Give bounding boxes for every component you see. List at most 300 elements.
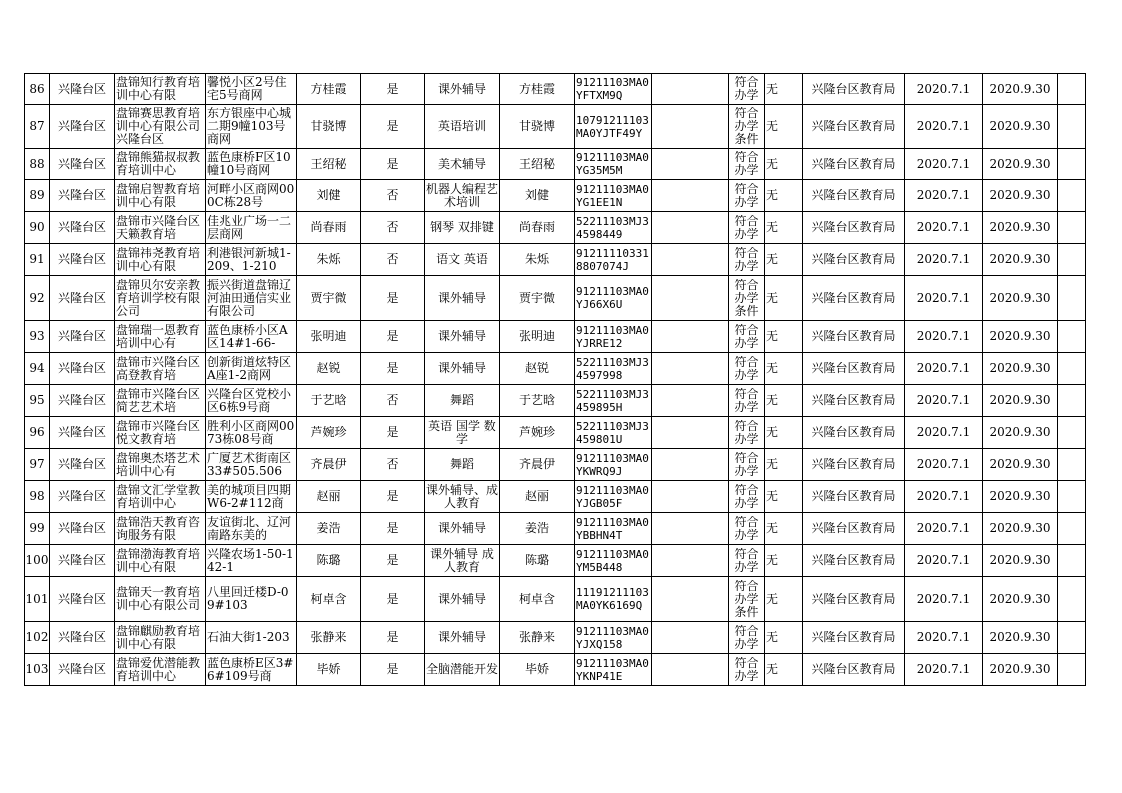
dup-cell bbox=[765, 321, 803, 353]
address-cell-text: 振兴街道盘锦辽河油田通信实业有限公司 bbox=[207, 278, 292, 318]
contact-person-cell bbox=[297, 74, 361, 105]
start-date-cell bbox=[905, 353, 983, 385]
dup-cell bbox=[765, 244, 803, 276]
dup-cell bbox=[765, 577, 803, 622]
blank-cell bbox=[652, 276, 729, 321]
bureau-cell bbox=[803, 513, 905, 545]
end-date-cell bbox=[983, 321, 1058, 353]
institution-name-cell-text: 盘锦市兴隆台区简艺艺术培 bbox=[116, 387, 201, 414]
bureau-cell bbox=[803, 105, 905, 149]
bureau-cell-text: 兴隆台区教育局 bbox=[811, 426, 896, 439]
start-date-cell-text: 2020.7.1 bbox=[916, 253, 971, 266]
institution-name-cell bbox=[115, 212, 206, 244]
condition-cell-text: 符合办学 bbox=[734, 547, 759, 574]
institution-name-cell bbox=[115, 385, 206, 417]
table-row bbox=[25, 244, 1086, 276]
bureau-cell-text: 兴隆台区教育局 bbox=[811, 157, 896, 171]
district-cell bbox=[50, 417, 115, 449]
row-number bbox=[25, 449, 50, 481]
blank-cell bbox=[652, 654, 729, 686]
scope-cell bbox=[425, 321, 500, 353]
end-date-cell-text: 2020.9.30 bbox=[989, 82, 1051, 96]
contact-person-cell bbox=[297, 212, 361, 244]
credit-code-cell-text: 11191211103MA0YK6169Q bbox=[576, 586, 649, 612]
row-number bbox=[25, 654, 50, 686]
credit-code-cell-text: 91211103MA0YKNP41E bbox=[576, 656, 649, 683]
scope-cell bbox=[425, 105, 500, 149]
blank-cell bbox=[652, 321, 729, 353]
institution-name-cell bbox=[115, 149, 206, 180]
row-number bbox=[25, 622, 50, 654]
credit-code-cell-text: 91211103MA0YJXQ158 bbox=[576, 624, 649, 651]
contact-person-cell-text: 赵锐 bbox=[316, 362, 341, 375]
row-number bbox=[25, 481, 50, 513]
bureau-cell-text: 兴隆台区教育局 bbox=[811, 592, 896, 606]
blank-cell bbox=[1058, 449, 1086, 481]
table-row bbox=[25, 149, 1086, 180]
contact-person-cell bbox=[297, 545, 361, 577]
bureau-cell bbox=[803, 180, 905, 212]
dup-cell bbox=[765, 149, 803, 180]
district-cell bbox=[50, 513, 115, 545]
condition-cell bbox=[729, 577, 765, 622]
yes-no-cell-text: 否 bbox=[386, 221, 399, 234]
bureau-cell bbox=[803, 321, 905, 353]
bureau-cell-text: 兴隆台区教育局 bbox=[811, 458, 896, 471]
credit-code-cell bbox=[575, 449, 652, 481]
row-number bbox=[25, 276, 50, 321]
institution-name-cell bbox=[115, 276, 206, 321]
district-cell-text: 兴隆台区 bbox=[57, 490, 106, 503]
row-number-text: 101 bbox=[25, 592, 49, 606]
condition-cell bbox=[729, 74, 765, 105]
legal-rep-cell-text: 于艺晗 bbox=[518, 394, 555, 407]
bureau-cell bbox=[803, 385, 905, 417]
district-cell bbox=[50, 276, 115, 321]
address-cell-text: 蓝色康桥小区A区14#1-66- bbox=[207, 323, 288, 350]
end-date-cell bbox=[983, 212, 1058, 244]
yes-no-cell bbox=[361, 654, 425, 686]
scope-cell-text: 英语培训 bbox=[437, 120, 486, 133]
blank-cell bbox=[652, 545, 729, 577]
address-cell-text: 蓝色康桥F区10幢10号商网 bbox=[207, 151, 291, 177]
start-date-cell bbox=[905, 577, 983, 622]
table-body bbox=[25, 74, 1086, 686]
institution-name-cell bbox=[115, 654, 206, 686]
bureau-cell bbox=[803, 417, 905, 449]
address-cell bbox=[206, 385, 297, 417]
bureau-cell-text: 兴隆台区教育局 bbox=[811, 490, 896, 503]
yes-no-cell-text: 是 bbox=[386, 592, 399, 606]
address-cell-text: 兴隆台区党校小区6栋9号商 bbox=[207, 387, 292, 414]
yes-no-cell-text: 否 bbox=[386, 458, 399, 471]
address-cell bbox=[206, 577, 297, 622]
start-date-cell-text: 2020.7.1 bbox=[916, 221, 971, 234]
institution-name-cell bbox=[115, 353, 206, 385]
address-cell-text: 利港银河新城1-209、1-210 bbox=[207, 246, 291, 273]
legal-rep-cell bbox=[500, 481, 575, 513]
end-date-cell-text: 2020.9.30 bbox=[989, 394, 1051, 407]
yes-no-cell-text: 否 bbox=[386, 394, 399, 407]
condition-cell-text: 符合办学 bbox=[734, 656, 759, 683]
end-date-cell-text: 2020.9.30 bbox=[989, 631, 1051, 644]
address-cell bbox=[206, 481, 297, 513]
start-date-cell-text: 2020.7.1 bbox=[916, 189, 971, 202]
end-date-cell bbox=[983, 244, 1058, 276]
district-cell-text: 兴隆台区 bbox=[57, 291, 106, 305]
condition-cell-text: 符合办学 bbox=[734, 515, 759, 542]
row-number-text: 88 bbox=[29, 157, 45, 171]
institution-name-cell-text: 盘锦市兴隆台区高登教育培 bbox=[116, 355, 201, 382]
dup-cell-text: 无 bbox=[766, 82, 779, 96]
institution-name-cell-text: 盘锦天一教育培训中心有限公司 bbox=[116, 586, 201, 612]
yes-no-cell-text: 否 bbox=[386, 253, 399, 266]
start-date-cell bbox=[905, 244, 983, 276]
condition-cell bbox=[729, 212, 765, 244]
start-date-cell-text: 2020.7.1 bbox=[916, 120, 971, 133]
bureau-cell-text: 兴隆台区教育局 bbox=[811, 554, 896, 567]
scope-cell bbox=[425, 180, 500, 212]
institution-name-cell bbox=[115, 449, 206, 481]
contact-person-cell-text: 姜浩 bbox=[316, 522, 341, 535]
scope-cell bbox=[425, 481, 500, 513]
credit-code-cell-text: 91211103MA0YG35M5M bbox=[576, 151, 649, 177]
table-row bbox=[25, 622, 1086, 654]
credit-code-cell-text: 52211103MJ34598449 bbox=[576, 214, 649, 241]
end-date-cell-text: 2020.9.30 bbox=[989, 426, 1051, 439]
end-date-cell bbox=[983, 622, 1058, 654]
yes-no-cell bbox=[361, 545, 425, 577]
row-number-text: 87 bbox=[29, 120, 45, 133]
start-date-cell-text: 2020.7.1 bbox=[916, 663, 971, 676]
legal-rep-cell-text: 王绍秘 bbox=[518, 157, 555, 171]
end-date-cell bbox=[983, 417, 1058, 449]
start-date-cell bbox=[905, 180, 983, 212]
contact-person-cell-text: 齐晨伊 bbox=[310, 458, 347, 471]
credit-code-cell bbox=[575, 276, 652, 321]
yes-no-cell-text: 是 bbox=[386, 663, 399, 676]
start-date-cell-text: 2020.7.1 bbox=[916, 522, 971, 535]
start-date-cell-text: 2020.7.1 bbox=[916, 592, 971, 606]
contact-person-cell-text: 芦婉珍 bbox=[310, 426, 347, 439]
table-row bbox=[25, 321, 1086, 353]
condition-cell bbox=[729, 449, 765, 481]
legal-rep-cell-text: 甘骁博 bbox=[518, 120, 555, 133]
dup-cell-text: 无 bbox=[766, 157, 779, 171]
address-cell-text: 河畔小区商网000C栋28号 bbox=[207, 182, 295, 209]
dup-cell-text: 无 bbox=[766, 592, 779, 606]
dup-cell bbox=[765, 481, 803, 513]
scope-cell-text: 课外辅导 成人教育 bbox=[430, 547, 494, 574]
row-number-text: 99 bbox=[29, 522, 45, 535]
institution-name-cell bbox=[115, 577, 206, 622]
yes-no-cell-text: 是 bbox=[386, 291, 399, 305]
table-row bbox=[25, 74, 1086, 105]
dup-cell bbox=[765, 545, 803, 577]
district-cell bbox=[50, 180, 115, 212]
institution-name-cell bbox=[115, 321, 206, 353]
contact-person-cell-text: 甘骁博 bbox=[310, 120, 347, 133]
credit-code-cell-text: 912111103318807074J bbox=[576, 246, 649, 273]
row-number bbox=[25, 417, 50, 449]
address-cell bbox=[206, 74, 297, 105]
row-number-text: 98 bbox=[29, 490, 45, 503]
legal-rep-cell-text: 张静来 bbox=[518, 631, 555, 644]
address-cell bbox=[206, 244, 297, 276]
start-date-cell bbox=[905, 276, 983, 321]
start-date-cell bbox=[905, 321, 983, 353]
end-date-cell bbox=[983, 353, 1058, 385]
credit-code-cell bbox=[575, 513, 652, 545]
row-number-text: 96 bbox=[29, 426, 45, 439]
address-cell bbox=[206, 105, 297, 149]
scope-cell bbox=[425, 244, 500, 276]
address-cell bbox=[206, 654, 297, 686]
dup-cell bbox=[765, 212, 803, 244]
end-date-cell-text: 2020.9.30 bbox=[989, 362, 1051, 375]
blank-cell bbox=[652, 385, 729, 417]
address-cell-text: 蓝色康桥E区3#6#109号商 bbox=[207, 656, 294, 683]
end-date-cell bbox=[983, 654, 1058, 686]
scope-cell bbox=[425, 545, 500, 577]
blank-cell bbox=[652, 353, 729, 385]
condition-cell-text: 符合办学条件 bbox=[734, 278, 759, 318]
district-cell bbox=[50, 577, 115, 622]
start-date-cell bbox=[905, 622, 983, 654]
contact-person-cell bbox=[297, 321, 361, 353]
start-date-cell-text: 2020.7.1 bbox=[916, 291, 971, 305]
condition-cell bbox=[729, 622, 765, 654]
end-date-cell bbox=[983, 180, 1058, 212]
credit-code-cell-text: 52211103MJ3459895H bbox=[576, 387, 649, 414]
start-date-cell-text: 2020.7.1 bbox=[916, 330, 971, 343]
dup-cell bbox=[765, 276, 803, 321]
institution-name-cell bbox=[115, 513, 206, 545]
end-date-cell bbox=[983, 385, 1058, 417]
yes-no-cell bbox=[361, 105, 425, 149]
blank-cell bbox=[1058, 212, 1086, 244]
blank-cell bbox=[1058, 244, 1086, 276]
dup-cell-text: 无 bbox=[766, 458, 779, 471]
bureau-cell bbox=[803, 654, 905, 686]
legal-rep-cell bbox=[500, 577, 575, 622]
start-date-cell bbox=[905, 481, 983, 513]
scope-cell bbox=[425, 276, 500, 321]
district-cell-text: 兴隆台区 bbox=[57, 592, 106, 606]
blank-cell bbox=[1058, 654, 1086, 686]
scope-cell-text: 课外辅导 bbox=[437, 330, 486, 343]
legal-rep-cell bbox=[500, 545, 575, 577]
district-cell bbox=[50, 545, 115, 577]
condition-cell-text: 符合办学 bbox=[734, 76, 759, 102]
legal-rep-cell-text: 陈璐 bbox=[524, 554, 549, 567]
district-cell-text: 兴隆台区 bbox=[57, 189, 106, 202]
institution-name-cell-text: 盘锦启智教育培训中心有限 bbox=[116, 182, 201, 209]
blank-cell bbox=[652, 105, 729, 149]
district-cell-text: 兴隆台区 bbox=[57, 631, 106, 644]
address-cell-text: 兴隆农场1-50-142-1 bbox=[207, 547, 294, 574]
institution-name-cell-text: 盘锦祎尧教育培训中心有限 bbox=[116, 246, 201, 273]
blank-cell bbox=[1058, 321, 1086, 353]
condition-cell-text: 符合办学 bbox=[734, 483, 759, 510]
legal-rep-cell-text: 柯卓含 bbox=[518, 592, 555, 606]
end-date-cell bbox=[983, 74, 1058, 105]
address-cell bbox=[206, 353, 297, 385]
blank-cell bbox=[1058, 481, 1086, 513]
district-cell bbox=[50, 622, 115, 654]
address-cell bbox=[206, 276, 297, 321]
blank-cell bbox=[1058, 353, 1086, 385]
institution-name-cell bbox=[115, 244, 206, 276]
credit-code-cell bbox=[575, 385, 652, 417]
bureau-cell bbox=[803, 353, 905, 385]
yes-no-cell-text: 是 bbox=[386, 120, 399, 133]
dup-cell-text: 无 bbox=[766, 631, 779, 644]
scope-cell-text: 钢琴 双排键 bbox=[430, 221, 494, 234]
legal-rep-cell bbox=[500, 654, 575, 686]
dup-cell bbox=[765, 417, 803, 449]
blank-cell bbox=[652, 244, 729, 276]
start-date-cell-text: 2020.7.1 bbox=[916, 426, 971, 439]
condition-cell bbox=[729, 180, 765, 212]
yes-no-cell-text: 是 bbox=[386, 522, 399, 535]
district-cell-text: 兴隆台区 bbox=[57, 394, 106, 407]
legal-rep-cell-text: 尚春雨 bbox=[518, 221, 555, 234]
table-row bbox=[25, 212, 1086, 244]
contact-person-cell bbox=[297, 105, 361, 149]
scope-cell bbox=[425, 654, 500, 686]
dup-cell bbox=[765, 385, 803, 417]
address-cell-text: 友谊街北、辽河南路东美的 bbox=[207, 515, 292, 542]
bureau-cell-text: 兴隆台区教育局 bbox=[811, 362, 896, 375]
contact-person-cell bbox=[297, 513, 361, 545]
scope-cell-text: 课外辅导 bbox=[437, 291, 486, 305]
address-cell bbox=[206, 449, 297, 481]
end-date-cell bbox=[983, 276, 1058, 321]
legal-rep-cell bbox=[500, 449, 575, 481]
contact-person-cell-text: 方桂霞 bbox=[310, 82, 347, 96]
end-date-cell-text: 2020.9.30 bbox=[989, 458, 1051, 471]
institution-name-cell bbox=[115, 180, 206, 212]
legal-rep-cell-text: 张明迪 bbox=[518, 330, 555, 343]
condition-cell-text: 符合办学条件 bbox=[734, 107, 759, 146]
yes-no-cell-text: 是 bbox=[386, 490, 399, 503]
blank-cell bbox=[1058, 385, 1086, 417]
legal-rep-cell bbox=[500, 385, 575, 417]
scope-cell-text: 课外辅导 bbox=[437, 592, 486, 606]
scope-cell bbox=[425, 385, 500, 417]
credit-code-cell bbox=[575, 481, 652, 513]
table-row bbox=[25, 449, 1086, 481]
start-date-cell bbox=[905, 212, 983, 244]
district-cell-text: 兴隆台区 bbox=[57, 663, 106, 676]
start-date-cell-text: 2020.7.1 bbox=[916, 458, 971, 471]
start-date-cell-text: 2020.7.1 bbox=[916, 362, 971, 375]
condition-cell-text: 符合办学条件 bbox=[734, 579, 759, 619]
contact-person-cell bbox=[297, 244, 361, 276]
dup-cell-text: 无 bbox=[766, 189, 779, 202]
start-date-cell bbox=[905, 449, 983, 481]
credit-code-cell-text: 91211103MA0YJRRE12 bbox=[576, 323, 649, 350]
district-cell-text: 兴隆台区 bbox=[57, 522, 106, 535]
end-date-cell bbox=[983, 149, 1058, 180]
district-cell bbox=[50, 74, 115, 105]
condition-cell bbox=[729, 276, 765, 321]
institution-name-cell-text: 盘锦奥杰塔艺术培训中心有 bbox=[116, 451, 201, 478]
district-cell bbox=[50, 353, 115, 385]
dup-cell bbox=[765, 180, 803, 212]
legal-rep-cell-text: 朱烁 bbox=[524, 253, 549, 266]
legal-rep-cell bbox=[500, 212, 575, 244]
start-date-cell-text: 2020.7.1 bbox=[916, 554, 971, 567]
condition-cell bbox=[729, 417, 765, 449]
blank-cell bbox=[652, 622, 729, 654]
end-date-cell-text: 2020.9.30 bbox=[989, 120, 1051, 133]
start-date-cell-text: 2020.7.1 bbox=[916, 157, 971, 171]
dup-cell-text: 无 bbox=[766, 362, 779, 375]
legal-rep-cell bbox=[500, 105, 575, 149]
district-cell-text: 兴隆台区 bbox=[57, 554, 106, 567]
condition-cell-text: 符合办学 bbox=[734, 451, 759, 478]
end-date-cell-text: 2020.9.30 bbox=[989, 490, 1051, 503]
registry-table bbox=[24, 73, 1086, 686]
start-date-cell bbox=[905, 513, 983, 545]
scope-cell-text: 课外辅导 bbox=[437, 362, 486, 375]
blank-cell bbox=[652, 149, 729, 180]
contact-person-cell-text: 刘健 bbox=[316, 189, 341, 202]
address-cell bbox=[206, 212, 297, 244]
dup-cell-text: 无 bbox=[766, 221, 779, 234]
yes-no-cell bbox=[361, 481, 425, 513]
row-number bbox=[25, 180, 50, 212]
dup-cell-text: 无 bbox=[766, 291, 779, 305]
row-number-text: 102 bbox=[25, 631, 49, 644]
end-date-cell bbox=[983, 577, 1058, 622]
scope-cell bbox=[425, 74, 500, 105]
table-row bbox=[25, 276, 1086, 321]
yes-no-cell-text: 是 bbox=[386, 330, 399, 343]
legal-rep-cell-text: 毕娇 bbox=[524, 663, 549, 676]
contact-person-cell bbox=[297, 417, 361, 449]
row-number bbox=[25, 577, 50, 622]
contact-person-cell bbox=[297, 449, 361, 481]
row-number-text: 90 bbox=[29, 221, 45, 234]
address-cell-text: 广厦艺术街南区33#505.506 bbox=[207, 451, 292, 478]
start-date-cell bbox=[905, 385, 983, 417]
blank-cell bbox=[1058, 417, 1086, 449]
credit-code-cell-text: 52211103MJ3459801U bbox=[576, 419, 649, 446]
dup-cell bbox=[765, 449, 803, 481]
credit-code-cell-text: 10791211103MA0YJTF49Y bbox=[576, 113, 649, 140]
blank-cell bbox=[1058, 149, 1086, 180]
credit-code-cell bbox=[575, 545, 652, 577]
scope-cell-text: 课外辅导 bbox=[437, 631, 486, 644]
credit-code-cell bbox=[575, 353, 652, 385]
row-number bbox=[25, 212, 50, 244]
legal-rep-cell bbox=[500, 353, 575, 385]
contact-person-cell-text: 陈璐 bbox=[316, 554, 341, 567]
credit-code-cell bbox=[575, 149, 652, 180]
end-date-cell bbox=[983, 105, 1058, 149]
row-number bbox=[25, 353, 50, 385]
district-cell-text: 兴隆台区 bbox=[57, 82, 106, 96]
legal-rep-cell bbox=[500, 149, 575, 180]
dup-cell-text: 无 bbox=[766, 522, 779, 535]
district-cell-text: 兴隆台区 bbox=[57, 221, 106, 234]
contact-person-cell-text: 赵丽 bbox=[316, 490, 341, 503]
credit-code-cell bbox=[575, 622, 652, 654]
yes-no-cell-text: 是 bbox=[386, 362, 399, 375]
